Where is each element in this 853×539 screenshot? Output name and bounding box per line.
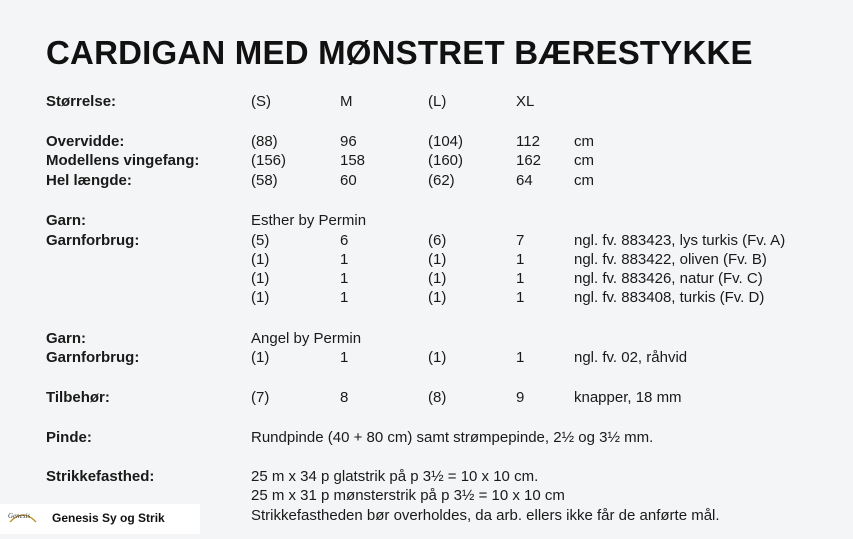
yarn-row (0, 329, 853, 349)
usage-value: (6) (428, 232, 447, 249)
yarn-usage-row (0, 269, 853, 289)
size-l: (L) (428, 93, 447, 110)
measurement-value: 64 (516, 172, 533, 189)
gauge-line: 25 m x 31 p mønsterstrik på p 3½ = 10 x 10 cm (251, 487, 565, 504)
gauge-label: Strikkefasthed: (46, 468, 155, 485)
usage-note: ngl. fv. 883408, turkis (Fv. D) (574, 289, 765, 306)
measurement-label: Modellens vingefang: (46, 152, 200, 169)
usage-value: 1 (516, 289, 525, 306)
measurement-value: 162 (516, 152, 542, 169)
usage-value: (1) (251, 270, 270, 287)
usage-note: ngl. fv. 883426, natur (Fv. C) (574, 270, 763, 287)
gauge-row (0, 467, 853, 487)
usage-note: ngl. fv. 02, råhvid (574, 349, 688, 366)
accessories-note: knapper, 18 mm (574, 389, 682, 406)
needles-label: Pinde: (46, 429, 92, 446)
measurement-value: 60 (340, 172, 357, 189)
measurement-unit: cm (574, 152, 594, 169)
measurement-value: (160) (428, 152, 464, 169)
measurement-value: (62) (428, 172, 455, 189)
measurement-value: (58) (251, 172, 278, 189)
usage-value: 6 (340, 232, 349, 249)
accessories-value: (7) (251, 389, 270, 406)
usage-value: 1 (516, 251, 525, 268)
size-m: M (340, 93, 353, 110)
measurement-unit: cm (574, 133, 594, 150)
usage-value: 7 (516, 232, 525, 249)
usage-value: (1) (428, 251, 447, 268)
accessories-value: 9 (516, 389, 525, 406)
needles-row (0, 428, 853, 448)
measurement-label: Hel længde: (46, 172, 132, 189)
page-title: CARDIGAN MED MØNSTRET BÆRESTYKKE (46, 34, 753, 71)
measurement-value: 112 (516, 133, 540, 150)
usage-value: (1) (251, 349, 270, 366)
measurement-label: Overvidde: (46, 133, 125, 150)
measurement-value: (156) (251, 152, 287, 169)
accessories-label: Tilbehør: (46, 389, 110, 406)
size-row (0, 92, 853, 112)
gauge-line: 25 m x 34 p glatstrik på p 3½ = 10 x 10 cm. (251, 468, 539, 485)
brand-footer (0, 504, 200, 534)
accessories-value: 8 (340, 389, 349, 406)
measurement-row (0, 151, 853, 171)
gauge-line: Strikkefastheden bør overholdes, da arb. ellers ikke får de anførte mål. (251, 507, 720, 524)
usage-value: (5) (251, 232, 270, 249)
measurement-row (0, 171, 853, 191)
measurement-value: (88) (251, 133, 278, 150)
needles-value: Rundpinde (40 + 80 cm) samt strømpepinde, 2½ og 3½ mm. (251, 429, 654, 446)
yarn-label: Garn: (46, 330, 87, 347)
usage-value: 1 (516, 270, 525, 287)
yarn-usage-label: Garnforbrug: (46, 349, 140, 366)
genesis-logo-text: Genesis (8, 512, 31, 520)
measurement-unit: cm (574, 172, 594, 189)
yarn-name: Esther by Permin (251, 212, 367, 229)
yarn-row (0, 211, 853, 231)
usage-value: 1 (340, 349, 349, 366)
gauge-row (0, 486, 853, 506)
yarn-name: Angel by Permin (251, 330, 362, 347)
accessories-value: (8) (428, 389, 447, 406)
usage-value: (1) (251, 289, 270, 306)
yarn-usage-row (0, 231, 853, 251)
usage-note: ngl. fv. 883423, lys turkis (Fv. A) (574, 232, 786, 249)
yarn-usage-row (0, 348, 853, 368)
usage-value: (1) (428, 349, 447, 366)
usage-note: ngl. fv. 883422, oliven (Fv. B) (574, 251, 767, 268)
usage-value: 1 (340, 251, 349, 268)
accessories-row (0, 388, 853, 408)
usage-value: 1 (516, 349, 525, 366)
usage-value: 1 (340, 270, 349, 287)
brand-name: Genesis Sy og Strik (52, 511, 165, 525)
measurement-row (0, 132, 853, 152)
size-xl: XL (516, 93, 535, 110)
usage-value: (1) (428, 270, 447, 287)
size-label: Størrelse: (46, 93, 117, 110)
usage-value: 1 (340, 289, 349, 306)
measurement-value: 96 (340, 133, 357, 150)
measurement-value: (104) (428, 133, 464, 150)
yarn-usage-row (0, 250, 853, 270)
usage-value: (1) (251, 251, 270, 268)
yarn-usage-row (0, 288, 853, 308)
yarn-usage-label: Garnforbrug: (46, 232, 140, 249)
usage-value: (1) (428, 289, 447, 306)
size-s: (S) (251, 93, 271, 110)
yarn-label: Garn: (46, 212, 87, 229)
measurement-value: 158 (340, 152, 366, 169)
